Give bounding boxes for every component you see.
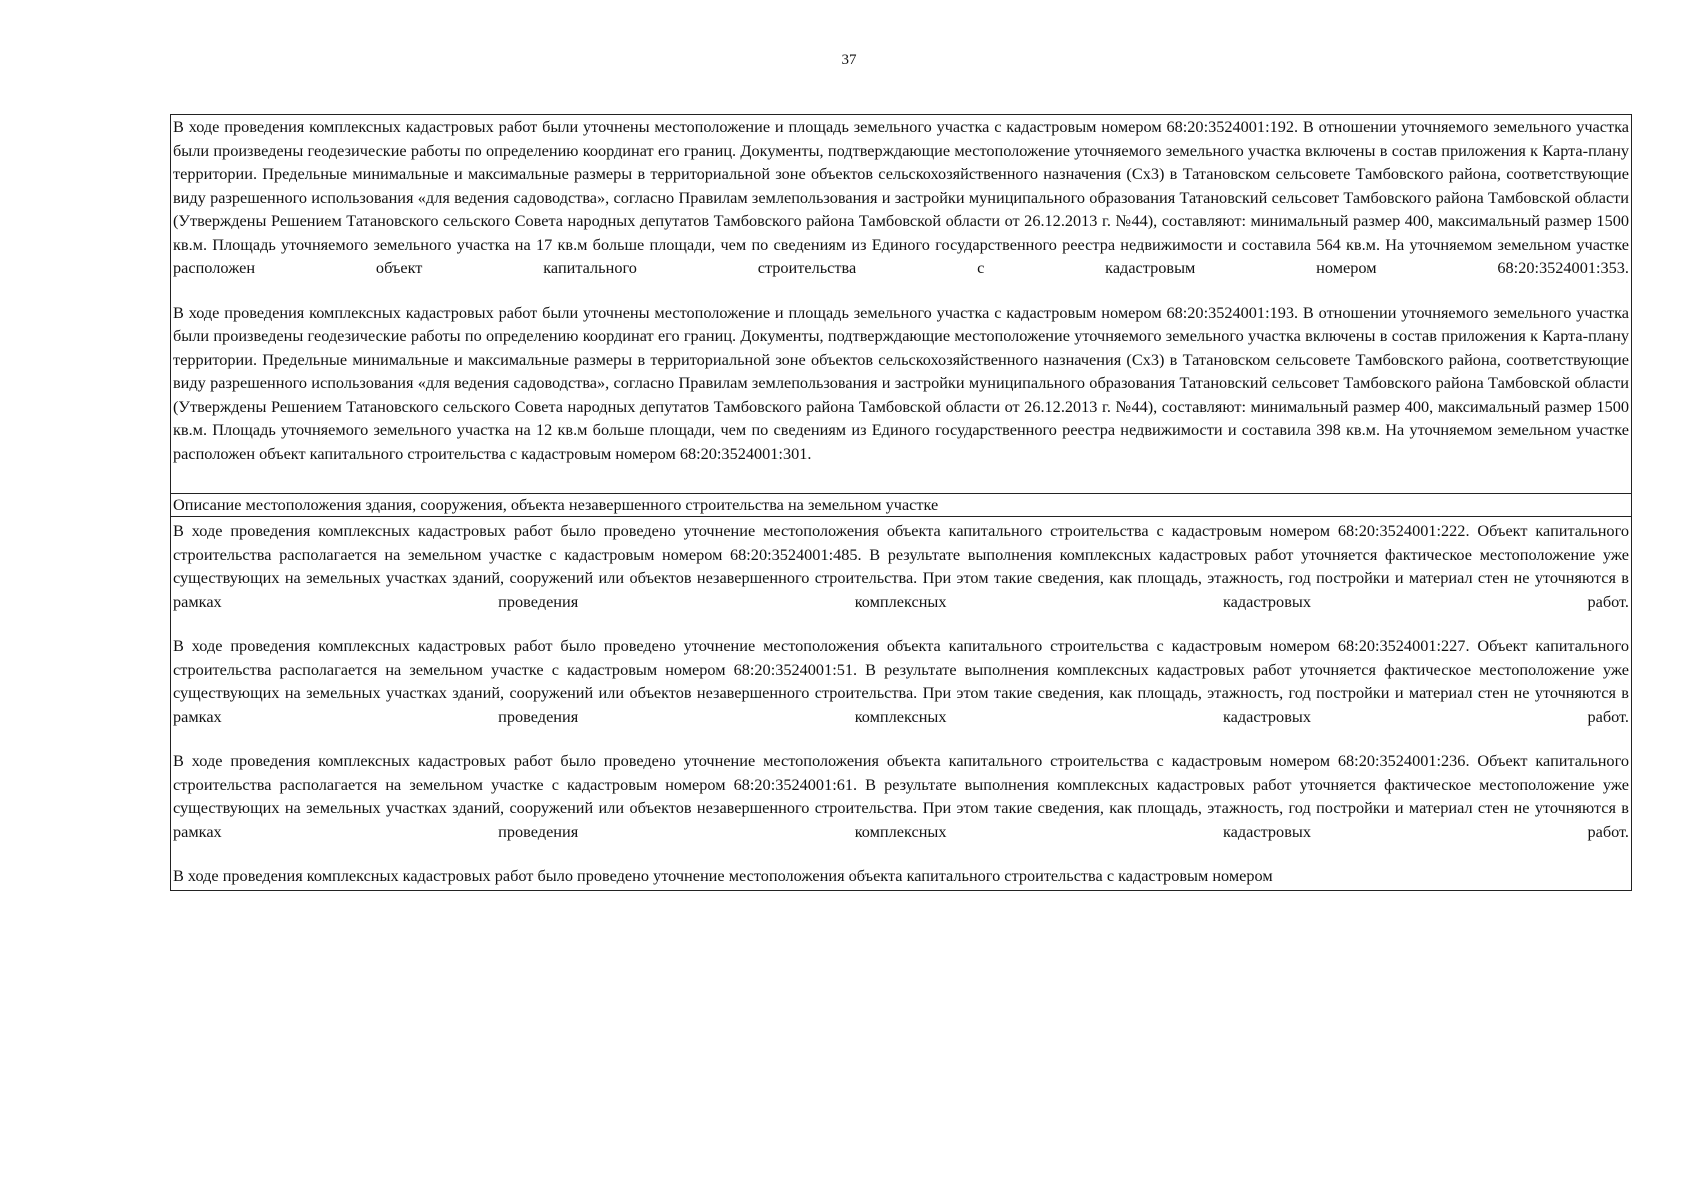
building-paragraph-227: В ходе проведения комплексных кадастровых работ было проведено уточнение местоположения объекта капитального строительства с кадастровым номером 68:20:3524001:227. Объект капитального строительства располагается на земельном участке с кадастровым номером 68:20:3524001:51. В результате выполнения комплексных кадастровых работ уточняется фактическое местоположение уже существующих на земельных участках зданий, сооружений или объектов незавершенного строительства. При этом такие сведения, как площадь, этажность, год постройки и материал стен не уточняются в рамках проведения комплексных кадастровых работ. bbox=[173, 636, 1629, 726]
land-plot-paragraph-192: В ходе проведения комплексных кадастровых работ были уточнены местоположение и площадь земельного участка с кадастровым номером 68:20:3524001:192. В отношении уточняемого земельного участка были произведены геодезические работы по определению координат его границ. Документы, подтверждающие местоположение уточняемого земельного участка включены в состав приложения к Карта-плану территории. Предельные минимальные и максимальные размеры в территориальной зоне объектов сельскохозяйственного назначения (Сх3) в Татановском сельсовете Тамбовского района, соответствующие виду разрешенного использования «для ведения садоводства», согласно Правилам землепользования и застройки муниципального образования Татановский сельсовет Тамбовского района Тамбовской области (Утверждены Решением Татановского сельского Совета народных депутатов Тамбовского района Тамбовской области от 26.12.2013 г. №44), составляют: минимальный размер 400, максимальный размер 1500 кв.м. Площадь уточняемого земельного участка на 17 кв.м больше площади, чем по сведениям из Единого государственного реестра недвижимости и составила 564 кв.м. На уточняемом земельном участке расположен объект капитального строительства с кадастровым номером 68:20:3524001:353. bbox=[173, 117, 1629, 277]
building-location-heading: Описание местоположения здания, сооружения, объекта незавершенного строительства на земельном участке bbox=[173, 495, 939, 514]
building-paragraph-236: В ходе проведения комплексных кадастровых работ было проведено уточнение местоположения объекта капитального строительства с кадастровым номером 68:20:3524001:236. Объект капитального строительства располагается на земельном участке с кадастровым номером 68:20:3524001:61. В результате выполнения комплексных кадастровых работ уточняется фактическое местоположение уже существующих на земельных участках зданий, сооружений или объектов незавершенного строительства. При этом такие сведения, как площадь, этажность, год постройки и материал стен не уточняются в рамках проведения комплексных кадастровых работ. bbox=[173, 751, 1629, 841]
land-plot-paragraph-193: В ходе проведения комплексных кадастровых работ были уточнены местоположение и площадь земельного участка с кадастровым номером 68:20:3524001:193. В отношении уточняемого земельного участка были произведены геодезические работы по определению координат его границ. Документы, подтверждающие местоположение уточняемого земельного участка включены в состав приложения к Карта-плану территории. Предельные минимальные и максимальные размеры в территориальной зоне объектов сельскохозяйственного назначения (Сх3) в Татановском сельсовете Тамбовского района, соответствующие виду разрешенного использования «для ведения садоводства», согласно Правилам землепользования и застройки муниципального образования Татановский сельсовет Тамбовского района Тамбовской области (Утверждены Решением Татановского сельского Совета народных депутатов Тамбовского района Тамбовской области от 26.12.2013 г. №44), составляют: минимальный размер 400, максимальный размер 1500 кв.м. Площадь уточняемого земельного участка на 12 кв.м больше площади, чем по сведениям из Единого государственного реестра недвижимости и составила 398 кв.м. На уточняемом земельном участке расположен объект капитального строительства с кадастровым номером 68:20:3524001:301. bbox=[173, 302, 1629, 463]
building-location-heading-row bbox=[171, 493, 1631, 516]
land-plot-section bbox=[171, 115, 1631, 493]
document-table bbox=[170, 114, 1632, 891]
page-number: 37 bbox=[841, 52, 857, 68]
building-location-section bbox=[171, 516, 1631, 890]
building-paragraph-222: В ходе проведения комплексных кадастровых работ было проведено уточнение местоположения объекта капитального строительства с кадастровым номером 68:20:3524001:222. Объект капитального строительства располагается на земельном участке с кадастровым номером 68:20:3524001:485. В результате выполнения комплексных кадастровых работ уточняется фактическое местоположение уже существующих на земельных участках зданий, сооружений или объектов незавершенного строительства. При этом такие сведения, как площадь, этажность, год постройки и материал стен не уточняются в рамках проведения комплексных кадастровых работ. bbox=[173, 521, 1629, 611]
building-paragraph-next: В ходе проведения комплексных кадастровых работ было проведено уточнение местоположения объекта капитального строительства с кадастровым номером bbox=[173, 866, 1273, 885]
